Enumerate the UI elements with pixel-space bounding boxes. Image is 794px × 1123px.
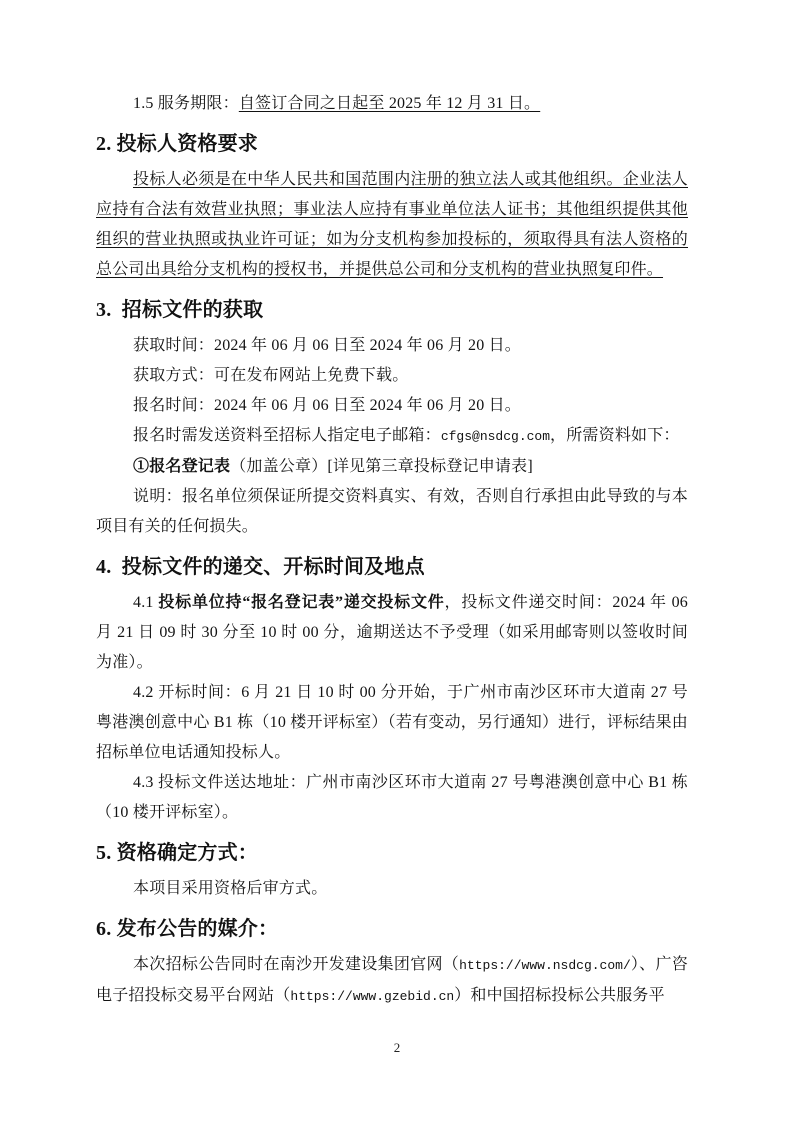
registration-email-suffix: ，所需资料如下： (550, 427, 680, 444)
clause-4-1-number: 4.1 (133, 594, 159, 611)
registration-time-line: 报名时间：2024 年 06 月 06 日至 2024 年 06 月 20 日。 (133, 397, 522, 414)
clause-4-3: 4.3 投标文件送达地址：广州市南沙区环市大道南 27 号粤港澳创意中心 B1 栋（10 楼开评标室）。 (96, 774, 688, 821)
url-nsdcg: https://www.nsdcg.com/ (459, 958, 631, 973)
section-3-heading: 3. 招标文件的获取 (96, 299, 264, 321)
clause-4-1-rest: ，投标文件递交时间：2024 年 06 月 21 日 09 时 30 分至 10 时 00 分，逾期送达不予受理（如采用邮寄则以签收时间为准）。 (96, 594, 688, 671)
required-document-item-title: ①报名登记表 (133, 458, 231, 475)
section-5-body: 本项目采用资格后审方式。 (133, 880, 328, 897)
section-5-heading: 5. 资格确定方式： (96, 842, 258, 864)
clause-4-2: 4.2 开标时间：6 月 21 日 10 时 00 分开始，于广州市南沙区环市大道南 27 号粤港澳创意中心 B1 栋（10 楼开评标室）（若有变动，另行通知）进行，评标结果由招标单位电话通知投标人。 (96, 684, 688, 761)
required-document-item (96, 452, 688, 482)
registration-email-prefix: 报名时需发送资料至招标人指定电子邮箱： (133, 427, 441, 444)
section-2-heading: 2. 投标人资格要求 (96, 133, 258, 155)
announcement-mid1: ）、广咨电子招投标交易平台网站（ (96, 956, 688, 1004)
document-content (96, 0, 688, 1012)
announcement-mid2: ）和中国招标投标公共服务平 (454, 987, 665, 1004)
announcement-intro: 本次招标公告同时在南沙开发建设集团官网（ (133, 956, 460, 973)
section-6-heading: 6. 发布公告的媒介： (96, 918, 279, 940)
acquisition-method-line: 获取方式：可在发布网站上免费下载。 (133, 367, 409, 384)
clause-service-period (96, 89, 688, 119)
section-2-body: 投标人必须是在中华人民共和国范围内注册的独立法人或其他组织。企业法人应持有合法有效营业执照；事业法人应持有事业单位法人证书；其他组织提供其他组织的营业执照或执业许可证；如为分支机构参加投标的，须取得具有法人资格的总公司出具给分支机构的授权书，并提供总公司和分支机构的营业执照复印件。 (96, 171, 688, 278)
service-period-value: 自签订合同之日起至 2025 年 12 月 31 日。 (238, 95, 541, 112)
registration-note: 说明：报名单位须保证所提交资料真实、有效，否则自行承担由此导致的与本项目有关的任何损失。 (96, 488, 688, 535)
acquisition-time-line: 获取时间：2024 年 06 月 06 日至 2024 年 06 月 20 日。 (133, 337, 522, 354)
page-number: 2 (393, 1040, 401, 1055)
required-document-item-detail: （加盖公章）[详见第三章投标登记申请表] (230, 458, 533, 475)
clause-4-1-bold: 投标单位持“报名登记表”递交投标文件 (158, 594, 445, 611)
url-gzebid: https://www.gzebid.cn (290, 989, 455, 1004)
section-6-body (96, 950, 688, 1012)
section-4-heading: 4. 投标文件的递交、开标时间及地点 (96, 556, 425, 578)
service-period-label: 1.5 服务期限： (133, 95, 239, 112)
registration-email-line (96, 421, 688, 452)
clause-4-1 (96, 588, 688, 678)
email-address: cfgs@nsdcg.com (440, 429, 551, 444)
